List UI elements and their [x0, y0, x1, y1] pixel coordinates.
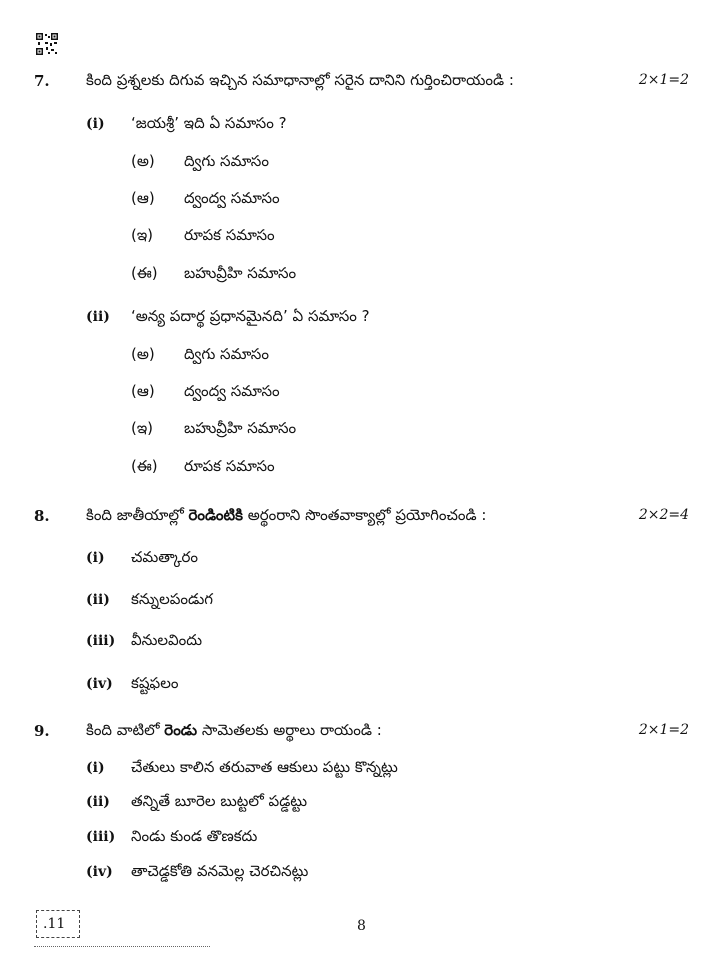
question-7-text: కింది ప్రశ్నలకు దిగువ ఇచ్చిన సమాధానాల్లో సరైన దానిని గుర్తించిరాయండి : [86, 71, 514, 89]
question-9-item-label: (iii) [86, 829, 116, 845]
question-9-item-label: (ii) [86, 794, 110, 810]
option-label: (ఇ) [131, 419, 154, 437]
question-8-item-text: కష్టఫలం [131, 674, 179, 692]
page-number: 8 [357, 918, 366, 934]
question-8-item-text: వీనులవిందు [131, 631, 203, 649]
question-7-marks: 2×1=2 [638, 72, 689, 88]
question-9-item-text: తాచెడ్డకోతి వనమెల్ల చెరచినట్లు [131, 862, 309, 880]
question-9-text: కింది వాటిలో రెండు సామెతలకు అర్థాలు రాయండి : [86, 721, 382, 739]
option-label: (ఈ) [131, 457, 158, 475]
question-8-item-label: (iv) [86, 676, 113, 692]
question-8-item-text: చమత్కారం [131, 548, 198, 566]
option-text: బహువ్రీహి సమాసం [184, 419, 297, 437]
option-label: (అ) [131, 152, 155, 170]
question-8-text: కింది జాతీయాల్లో రెండింటికి అర్థంరాని సొంతవాక్యాల్లో ప్రయోగించండి : [86, 506, 487, 524]
option-text: ద్విగు సమాసం [184, 152, 269, 170]
option-label: (ఈ) [131, 264, 158, 282]
option-text: బహువ్రీహి సమాసం [184, 264, 297, 282]
question-9-item-text: తన్నితే బూరెల బుట్టలో పడ్డట్టు [131, 792, 308, 810]
question-7-sub-i-text: ‘జయశ్రీ’ ఇది ఏ సమాసం ? [131, 114, 287, 132]
question-7-sub-ii-text: ‘అన్య పదార్థ ప్రధానమైనది’ ఏ సమాసం ? [131, 307, 370, 325]
question-9-item-text: నిండు కుండ తొణకదు [131, 827, 258, 845]
option-label: (అ) [131, 345, 155, 363]
question-8-item-label: (iii) [86, 633, 116, 649]
page-code-box: .11 [36, 910, 80, 938]
option-text: రూపక సమాసం [184, 226, 275, 244]
option-text: రూపక సమాసం [184, 457, 275, 475]
qr-code-icon [36, 33, 58, 55]
option-text: ద్విగు సమాసం [184, 345, 269, 363]
question-8-marks: 2×2=4 [638, 507, 689, 523]
option-label: (ఆ) [131, 189, 155, 207]
option-label: (ఆ) [131, 382, 155, 400]
question-8-emphasis: రెండింటికి [188, 506, 243, 524]
question-8-item-text: కన్నులపండుగ [131, 590, 214, 608]
question-8-item-label: (i) [86, 550, 105, 566]
question-7-sub-ii-label: (ii) [86, 309, 110, 325]
question-9-marks: 2×1=2 [638, 722, 689, 738]
footer-divider [34, 946, 210, 947]
question-7-number: 7. [34, 72, 50, 90]
question-8-number: 8. [34, 507, 50, 525]
question-9-item-label: (iv) [86, 864, 113, 880]
question-9-item-text: చేతులు కాలిన తరువాత ఆకులు పట్టు కొన్నట్లు [131, 758, 398, 776]
question-7-sub-i-label: (i) [86, 116, 105, 132]
question-9-number: 9. [34, 722, 50, 740]
question-9-emphasis: రెండు [164, 721, 198, 739]
question-9-item-label: (i) [86, 760, 105, 776]
option-text: ద్వంద్వ సమాసం [184, 189, 280, 207]
option-text: ద్వంద్వ సమాసం [184, 382, 280, 400]
question-8-item-label: (ii) [86, 592, 110, 608]
option-label: (ఇ) [131, 226, 154, 244]
